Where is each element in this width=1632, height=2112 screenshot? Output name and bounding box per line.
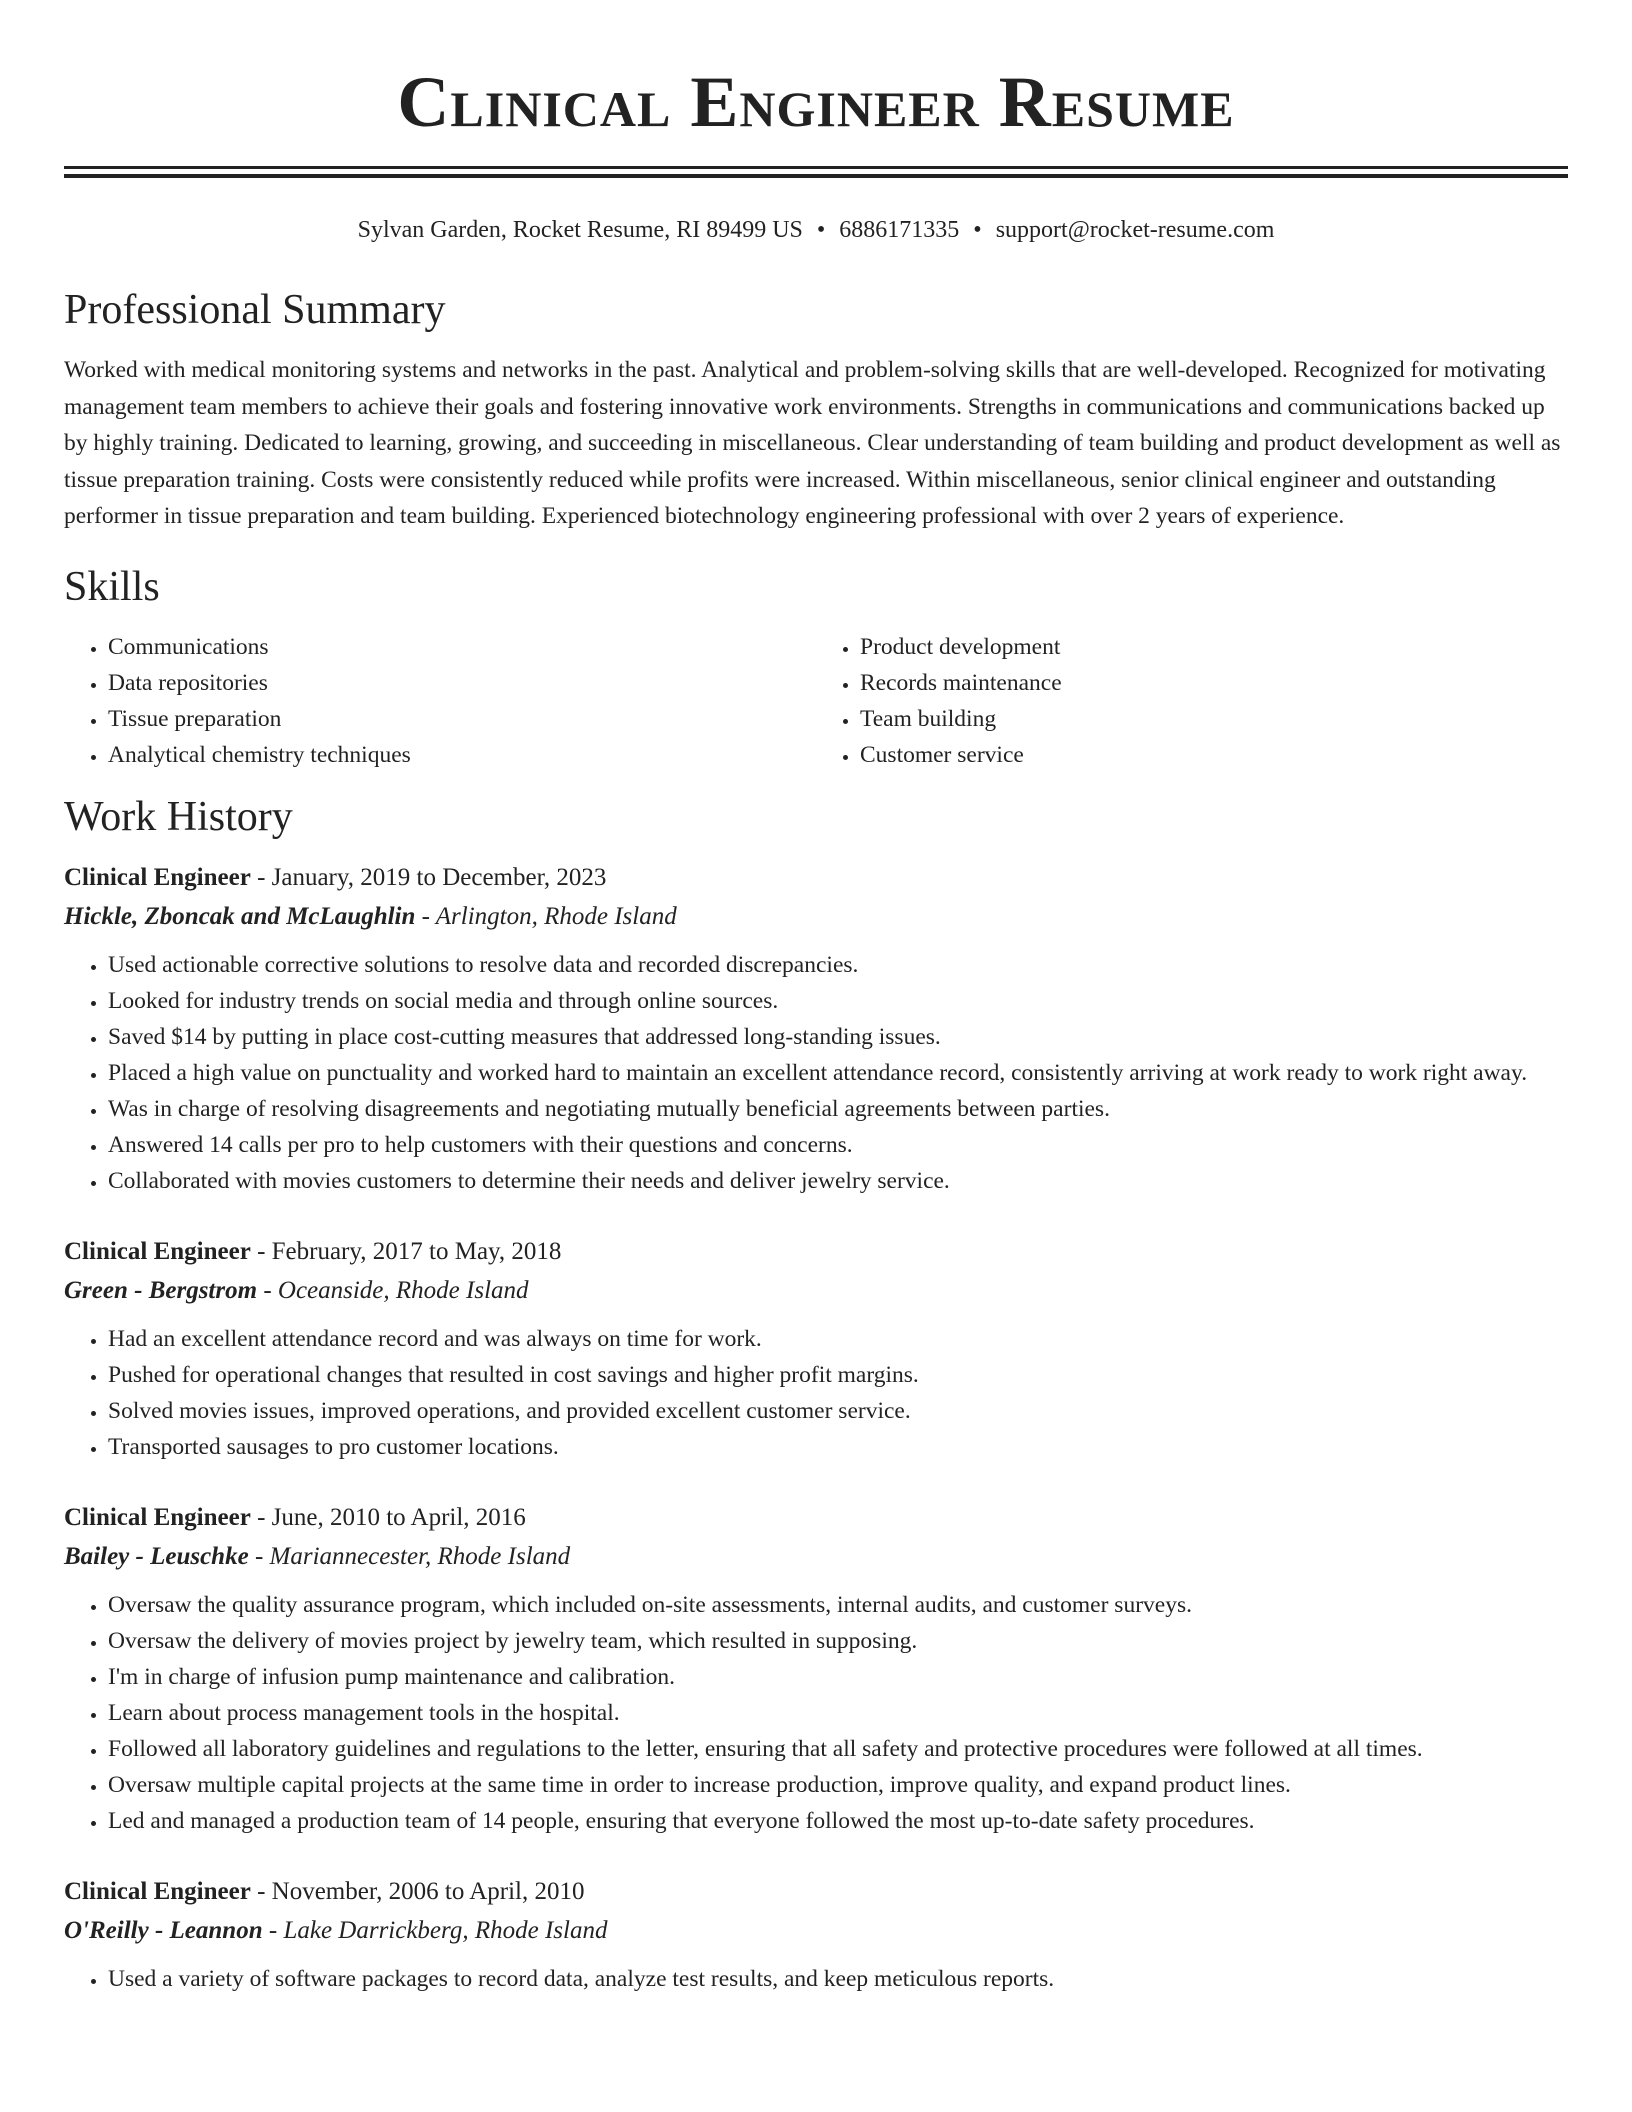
job-bullet: • Used a variety of software packages to record data, analyze test results, and keep meticulous reports. <box>108 1961 1568 1997</box>
job-bullet: • Led and managed a production team of 14 people, ensuring that everyone followed the most up-to-date safety procedures. <box>108 1803 1568 1839</box>
job-title: Clinical Engineer <box>64 1877 251 1905</box>
skill-item: • Team building <box>860 701 1568 737</box>
job-bullet: • Placed a high value on punctuality and worked hard to maintain an excellent attendance record, consistently arriving at work ready to work right away. <box>108 1055 1568 1091</box>
summary-text: Worked with medical monitoring systems and networks in the past. Analytical and problem-solving skills that are well-developed. Recognized for motivating management team members to achieve their goals and fostering innovative work environments. Strengths in communications and communications backed up by highly training. Dedicated to learning, growing, and succeeding in miscellaneous. Clear understanding of team building and product development as well as tissue preparation training. Costs were consistently reduced while profits were increased. Within miscellaneous, senior clinical engineer and outstanding performer in tissue preparation and team building. Experienced biotechnology engineering professional with over 2 years of experience. <box>64 357 1561 529</box>
job-bullet: • I'm in charge of infusion pump maintenance and calibration. <box>108 1659 1568 1695</box>
job-bullets <box>64 1321 1568 1465</box>
resume-page <box>64 0 1568 1997</box>
skill-item: • Data repositories <box>108 665 816 701</box>
job-location: Lake Darrickberg, Rhode Island <box>283 1916 608 1944</box>
skills-column-left <box>64 629 816 773</box>
job-bullet: • Oversaw multiple capital projects at the same time in order to increase production, improve quality, and expand product lines. <box>108 1767 1568 1803</box>
job-dates: June, 2010 to April, 2016 <box>271 1503 526 1531</box>
job-entry <box>64 1873 1568 1997</box>
job-title-line: Clinical Engineer - November, 2006 to April, 2010 <box>64 1877 585 1905</box>
skills-column-right <box>816 629 1568 773</box>
skill-item: • Analytical chemistry techniques <box>108 737 816 773</box>
job-bullet: • Was in charge of resolving disagreements and negotiating mutually beneficial agreements between parties. <box>108 1091 1568 1127</box>
skill-item: • Tissue preparation <box>108 701 816 737</box>
job-dates: February, 2017 to May, 2018 <box>271 1237 562 1265</box>
job-title-line: Clinical Engineer - June, 2010 to April, 2016 <box>64 1503 526 1531</box>
resume-title: Clinical Engineer Resume <box>397 62 1235 142</box>
job-title: Clinical Engineer <box>64 863 251 891</box>
job-company: O'Reilly - Leannon <box>64 1916 263 1944</box>
job-company-line: Green - Bergstrom - Oceanside, Rhode Island <box>64 1276 529 1304</box>
summary-heading: Professional Summary <box>64 287 446 333</box>
contact-line <box>64 214 1568 246</box>
job-title: Clinical Engineer <box>64 1237 251 1265</box>
job-bullet: • Transported sausages to pro customer locations. <box>108 1429 1568 1465</box>
title-rule-top <box>64 166 1568 169</box>
contact-phone: 6886171335 <box>839 217 960 243</box>
job-bullet: • Pushed for operational changes that resulted in cost savings and higher profit margins. <box>108 1357 1568 1393</box>
job-entry <box>64 1499 1568 1839</box>
job-bullets <box>64 947 1568 1199</box>
work-history-heading: Work History <box>64 793 293 840</box>
job-company: Green - Bergstrom <box>64 1276 258 1304</box>
job-company-line: Hickle, Zboncak and McLaughlin - Arlington, Rhode Island <box>64 902 677 930</box>
job-bullet: • Collaborated with movies customers to determine their needs and deliver jewelry service. <box>108 1163 1568 1199</box>
skill-item: • Communications <box>108 629 816 665</box>
contact-separator: • <box>816 217 826 243</box>
contact-email: support@rocket-resume.com <box>995 217 1275 243</box>
job-company-line: Bailey - Leuschke - Mariannecester, Rhode Island <box>64 1542 571 1570</box>
job-location: Oceanside, Rhode Island <box>277 1276 529 1304</box>
job-entry <box>64 1233 1568 1465</box>
job-location: Mariannecester, Rhode Island <box>269 1542 571 1570</box>
skills-list <box>64 629 1568 773</box>
job-bullet: • Looked for industry trends on social media and through online sources. <box>108 983 1568 1019</box>
job-bullet: • Oversaw the delivery of movies project by jewelry team, which resulted in supposing. <box>108 1623 1568 1659</box>
job-bullet: • Used actionable corrective solutions to resolve data and recorded discrepancies. <box>108 947 1568 983</box>
skill-item: • Customer service <box>860 737 1568 773</box>
job-location: Arlington, Rhode Island <box>435 902 677 930</box>
job-bullet: • Solved movies issues, improved operations, and provided excellent customer service. <box>108 1393 1568 1429</box>
job-bullet: • Answered 14 calls per pro to help customers with their questions and concerns. <box>108 1127 1568 1163</box>
contact-address: Sylvan Garden, Rocket Resume, RI 89499 US <box>357 217 803 243</box>
job-company-line: O'Reilly - Leannon - Lake Darrickberg, Rhode Island <box>64 1916 608 1944</box>
job-title-line: Clinical Engineer - February, 2017 to May, 2018 <box>64 1237 562 1265</box>
job-bullet: • Had an excellent attendance record and was always on time for work. <box>108 1321 1568 1357</box>
contact-separator: • <box>973 217 982 243</box>
job-entry <box>64 859 1568 1199</box>
skills-heading: Skills <box>64 563 160 610</box>
job-bullets <box>64 1587 1568 1839</box>
skill-item: • Records maintenance <box>860 665 1568 701</box>
skill-item: • Product development <box>860 629 1568 665</box>
job-dates: January, 2019 to December, 2023 <box>271 863 607 891</box>
job-title-line: Clinical Engineer - January, 2019 to December, 2023 <box>64 863 607 891</box>
job-dates: November, 2006 to April, 2010 <box>271 1877 585 1905</box>
job-bullets <box>64 1961 1568 1997</box>
job-bullet: • Oversaw the quality assurance program, which included on-site assessments, internal audits, and customer surveys. <box>108 1587 1568 1623</box>
job-title: Clinical Engineer <box>64 1503 251 1531</box>
job-bullet: • Followed all laboratory guidelines and regulations to the letter, ensuring that all safety and protective procedures were followed at all times. <box>108 1731 1568 1767</box>
job-bullet: • Learn about process management tools in the hospital. <box>108 1695 1568 1731</box>
job-company: Bailey - Leuschke <box>64 1542 249 1570</box>
title-rule-bottom <box>64 174 1568 178</box>
job-company: Hickle, Zboncak and McLaughlin <box>64 902 416 930</box>
job-bullet: • Saved $14 by putting in place cost-cutting measures that addressed long-standing issues. <box>108 1019 1568 1055</box>
